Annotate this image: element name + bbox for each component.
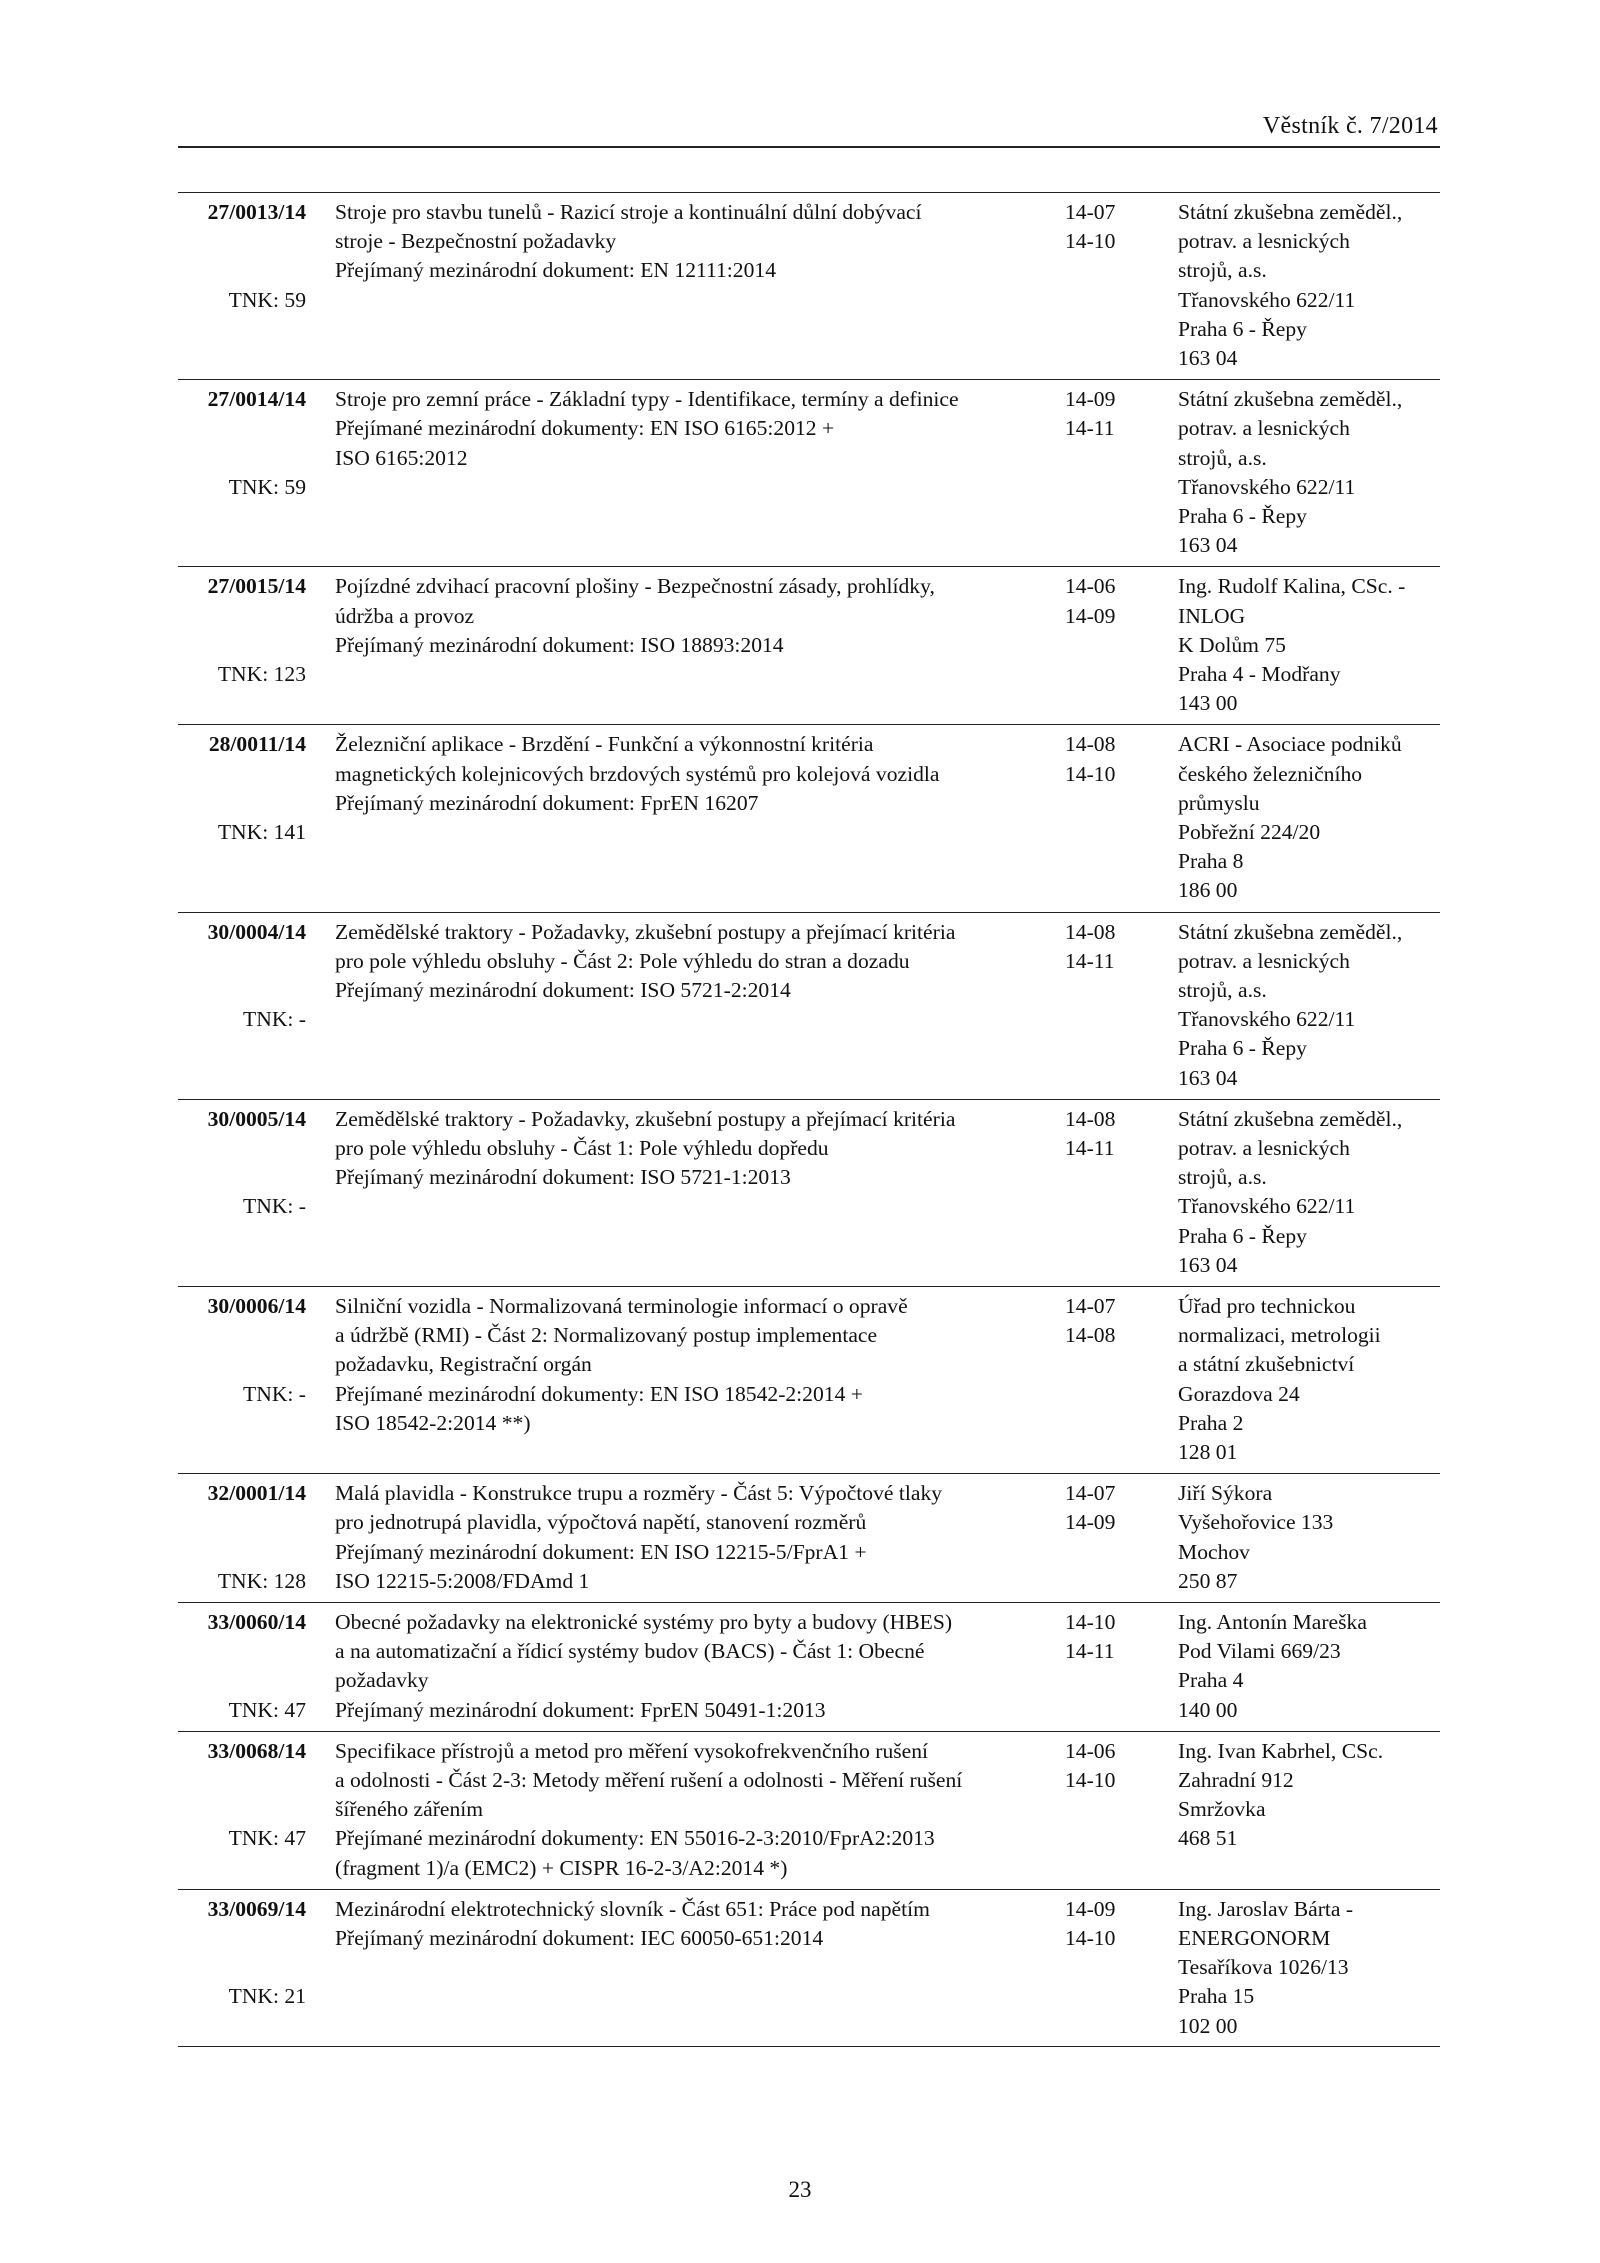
- contact-line: strojů, a.s.: [1178, 977, 1267, 1002]
- entry-dates: [1065, 1292, 1135, 1350]
- contact-line: Smržovka: [1178, 1797, 1266, 1822]
- title-line: Přejímané mezinárodní dokumenty: EN 55016-2-3:2010/FprA2:2013: [335, 1826, 935, 1851]
- entry-dates: [1065, 918, 1135, 976]
- contact-line: K Dolům 75: [1178, 632, 1286, 657]
- contact-line: Praha 6 - Řepy: [1178, 504, 1307, 528]
- entry-dates: [1065, 1608, 1135, 1666]
- entry-dates: [1065, 1895, 1135, 1953]
- contact-line: 163 04: [1178, 346, 1238, 371]
- contact-line: strojů, a.s.: [1178, 1165, 1267, 1190]
- title-line: Přejímaný mezinárodní dokument: FprEN 50491-1:2013: [335, 1697, 826, 1722]
- entry-number-column: [178, 1603, 306, 1731]
- page-number: 23: [788, 2177, 812, 2202]
- standard-entry: [178, 566, 1440, 724]
- contact-line: Praha 2: [1178, 1410, 1244, 1435]
- contact-line: Třanovského 622/11: [1178, 1007, 1356, 1032]
- title-line: Obecné požadavky na elektronické systémy pro byty a budovy (HBES): [335, 1609, 953, 1634]
- contact-line: 468 51: [1178, 1826, 1238, 1851]
- contact-line: potrav. a lesnických: [1178, 229, 1350, 254]
- contact-line: potrav. a lesnických: [1178, 416, 1350, 441]
- date-line: 14-09: [1065, 387, 1116, 412]
- title-line: ISO 6165:2012: [335, 445, 468, 470]
- date-line: 14-07: [1065, 1293, 1116, 1318]
- contact-line: Státní zkušebna zeměděl.,: [1178, 1106, 1403, 1131]
- contact-line: 140 00: [1178, 1697, 1238, 1722]
- contact-line: Ing. Antonín Mareška: [1178, 1609, 1367, 1634]
- date-line: 14-08: [1065, 919, 1116, 944]
- title-line: Železniční aplikace - Brzdění - Funkční a výkonnostní kritéria: [335, 732, 874, 757]
- contact-line: 186 00: [1178, 878, 1238, 903]
- contact-line: Úřad pro technickou: [1178, 1293, 1356, 1318]
- contact-line: ACRI - Asociace podniků: [1178, 732, 1402, 757]
- journal-title: Věstník č. 7/2014: [1262, 113, 1438, 139]
- standard-entry: [178, 1099, 1440, 1286]
- entry-contact: [1178, 572, 1440, 718]
- date-line: 14-11: [1065, 1135, 1115, 1160]
- contact-line: 163 04: [1178, 1065, 1238, 1090]
- entry-number-column: [178, 1100, 306, 1286]
- standard-entry: [178, 1889, 1440, 2047]
- title-line: Specifikace přístrojů a metod pro měření vysokofrekvenčního rušení: [335, 1738, 929, 1763]
- entry-tnk: TNK: -: [243, 1007, 306, 1032]
- date-line: 14-09: [1065, 1896, 1116, 1921]
- date-line: 14-08: [1065, 1106, 1116, 1131]
- title-line: šířeného zářením: [335, 1797, 484, 1822]
- entry-tnk: TNK: 21: [228, 1984, 306, 2009]
- title-line: Přejímaný mezinárodní dokument: IEC 60050-651:2014: [335, 1925, 824, 1950]
- title-line: stroje - Bezpečnostní požadavky: [335, 229, 617, 254]
- title-line: požadavky: [335, 1668, 429, 1693]
- date-line: 14-09: [1065, 603, 1116, 628]
- title-line: magnetických kolejnicových brzdových systémů pro kolejová vozidla: [335, 761, 940, 786]
- date-line: 14-08: [1065, 732, 1116, 757]
- contact-line: potrav. a lesnických: [1178, 1135, 1350, 1160]
- entry-contact: [1178, 198, 1440, 373]
- title-line: a údržbě (RMI) - Část 2: Normalizovaný postup implementace: [335, 1323, 878, 1348]
- entry-number-column: [178, 1474, 306, 1602]
- contact-line: Praha 8: [1178, 849, 1244, 874]
- entry-dates: [1065, 1737, 1135, 1795]
- contact-line: Praha 6 - Řepy: [1178, 1223, 1307, 1248]
- entry-number-column: [178, 193, 306, 379]
- standard-entry: [178, 192, 1440, 379]
- title-line: pro pole výhledu obsluhy - Část 1: Pole výhledu dopředu: [335, 1135, 829, 1160]
- title-line: (fragment 1)/a (EMC2) + CISPR 16-2-3/A2:2014 *): [335, 1855, 788, 1880]
- contact-line: Pobřežní 224/20: [1178, 819, 1321, 844]
- entry-dates: [1065, 572, 1135, 630]
- contact-line: Jiří Sýkora: [1178, 1481, 1273, 1506]
- entry-number-column: [178, 1890, 306, 2046]
- contact-line: Státní zkušebna zeměděl.,: [1178, 919, 1403, 944]
- entry-tnk: TNK: 128: [217, 1568, 306, 1593]
- entry-dates: [1065, 385, 1135, 443]
- date-line: 14-06: [1065, 1738, 1116, 1763]
- title-line: Zemědělské traktory - Požadavky, zkušební postupy a přejímací kritéria: [335, 919, 956, 944]
- title-line: Přejímaný mezinárodní dokument: ISO 5721-1:2013: [335, 1165, 791, 1190]
- standard-entry: [178, 1473, 1440, 1602]
- contact-line: Vyšehořovice 133: [1178, 1510, 1334, 1535]
- contact-line: Gorazdova 24: [1178, 1381, 1300, 1406]
- entry-number-column: [178, 567, 306, 724]
- title-line: ISO 12215-5:2008/FDAmd 1: [335, 1568, 590, 1593]
- entry-contact: [1178, 385, 1440, 560]
- contact-line: Ing. Jaroslav Bárta -: [1178, 1896, 1354, 1921]
- entry-contact: [1178, 918, 1440, 1093]
- entry-tnk: TNK: 141: [217, 819, 306, 844]
- entry-contact: [1178, 1895, 1440, 2041]
- title-line: Silniční vozidla - Normalizovaná terminologie informací o opravě: [335, 1293, 908, 1318]
- title-line: Malá plavidla - Konstrukce trupu a rozměry - Část 5: Výpočtové tlaky: [335, 1481, 943, 1506]
- entry-code: 32/0001/14: [207, 1481, 306, 1506]
- title-line: Přejímaný mezinárodní dokument: FprEN 16207: [335, 790, 759, 815]
- title-line: údržba a provoz: [335, 603, 475, 628]
- entry-code: 28/0011/14: [208, 732, 306, 757]
- title-line: Přejímaný mezinárodní dokument: EN ISO 12215-5/FprA1 +: [335, 1539, 867, 1564]
- contact-line: Zahradní 912: [1178, 1767, 1294, 1792]
- contact-line: Ing. Rudolf Kalina, CSc. -: [1178, 574, 1406, 599]
- contact-line: Třanovského 622/11: [1178, 287, 1356, 312]
- contact-line: potrav. a lesnických: [1178, 948, 1350, 973]
- entry-contact: [1178, 730, 1440, 905]
- entry-tnk: TNK: 47: [228, 1697, 306, 1722]
- standard-entry: [178, 1286, 1440, 1473]
- date-line: 14-11: [1065, 416, 1115, 441]
- contact-line: Státní zkušebna zeměděl.,: [1178, 387, 1403, 412]
- date-line: 14-11: [1065, 948, 1115, 973]
- contact-line: Praha 4 - Modřany: [1178, 661, 1341, 686]
- contact-line: Praha 6 - Řepy: [1178, 1036, 1307, 1061]
- title-line: pro pole výhledu obsluhy - Část 2: Pole výhledu do stran a dozadu: [335, 948, 910, 973]
- entry-tnk: TNK: -: [243, 1194, 306, 1219]
- contact-line: strojů, a.s.: [1178, 258, 1267, 283]
- entry-contact: [1178, 1105, 1440, 1280]
- entry-code: 33/0069/14: [207, 1896, 306, 1921]
- title-line: Přejímané mezinárodní dokumenty: EN ISO 18542-2:2014 +: [335, 1381, 863, 1406]
- date-line: 14-07: [1065, 200, 1116, 224]
- contact-line: INLOG: [1178, 603, 1246, 628]
- title-line: pro jednotrupá plavidla, výpočtová napětí, stanovení rozměrů: [335, 1510, 867, 1535]
- entry-number-column: [178, 725, 306, 911]
- title-line: Mezinárodní elektrotechnický slovník - Část 651: Práce pod napětím: [335, 1896, 930, 1921]
- entry-code: 27/0013/14: [207, 200, 306, 224]
- entry-code: 27/0014/14: [207, 387, 306, 412]
- contact-line: Ing. Ivan Kabrhel, CSc.: [1178, 1738, 1384, 1763]
- contact-line: Státní zkušebna zeměděl.,: [1178, 200, 1403, 224]
- contact-line: českého železničního: [1178, 761, 1363, 786]
- contact-line: Praha 15: [1178, 1984, 1255, 2009]
- date-line: 14-11: [1065, 1639, 1115, 1664]
- contact-line: ENERGONORM: [1178, 1925, 1331, 1950]
- standard-entry: [178, 724, 1440, 911]
- entry-tnk: TNK: 123: [217, 661, 306, 686]
- standards-list: [178, 192, 1440, 2047]
- contact-line: Praha 6 - Řepy: [1178, 316, 1307, 341]
- entry-dates: [1065, 1105, 1135, 1163]
- contact-line: Třanovského 622/11: [1178, 1194, 1356, 1219]
- title-line: Stroje pro stavbu tunelů - Razicí stroje a kontinuální důlní dobývací: [335, 200, 922, 224]
- date-line: 14-10: [1065, 1609, 1116, 1634]
- date-line: 14-10: [1065, 761, 1116, 786]
- entry-code: 33/0060/14: [207, 1609, 306, 1634]
- entry-contact: [1178, 1737, 1440, 1854]
- title-line: Přejímaný mezinárodní dokument: ISO 18893:2014: [335, 632, 784, 657]
- contact-line: 143 00: [1178, 691, 1238, 716]
- entry-number-column: [178, 1732, 306, 1889]
- entry-code: 30/0004/14: [207, 919, 306, 944]
- title-line: Pojízdné zdvihací pracovní plošiny - Bezpečnostní zásady, prohlídky,: [335, 574, 935, 599]
- title-line: Přejímaný mezinárodní dokument: EN 12111:2014: [335, 258, 776, 283]
- title-line: Přejímaný mezinárodní dokument: ISO 5721-2:2014: [335, 977, 791, 1002]
- entry-tnk: TNK: 59: [228, 474, 306, 499]
- entry-code: 27/0015/14: [207, 574, 306, 599]
- title-line: Stroje pro zemní práce - Základní typy - Identifikace, termíny a definice: [335, 387, 959, 412]
- entry-tnk: TNK: -: [243, 1381, 306, 1406]
- entry-code: 30/0006/14: [207, 1293, 306, 1318]
- contact-line: Tesaříkova 1026/13: [1178, 1955, 1349, 1980]
- entry-contact: [1178, 1292, 1440, 1467]
- date-line: 14-06: [1065, 574, 1116, 599]
- standard-entry: [178, 1731, 1440, 1889]
- entry-contact: [1178, 1479, 1440, 1596]
- standard-entry: [178, 379, 1440, 566]
- entry-dates: [1065, 1479, 1135, 1537]
- date-line: 14-08: [1065, 1323, 1116, 1348]
- entry-number-column: [178, 1287, 306, 1473]
- title-line: a na automatizační a řídicí systémy budov (BACS) - Část 1: Obecné: [335, 1639, 925, 1664]
- contact-line: Třanovského 622/11: [1178, 474, 1356, 499]
- entry-number-column: [178, 380, 306, 566]
- date-line: 14-10: [1065, 229, 1116, 254]
- standard-entry: [178, 1602, 1440, 1731]
- standard-entry: [178, 912, 1440, 1099]
- title-line: a odolnosti - Část 2-3: Metody měření rušení a odolnosti - Měření rušení: [335, 1767, 963, 1792]
- entry-code: 30/0005/14: [207, 1106, 306, 1131]
- contact-line: a státní zkušebnictví: [1178, 1352, 1355, 1377]
- entry-dates: [1065, 198, 1135, 256]
- contact-line: 250 87: [1178, 1568, 1238, 1593]
- entry-number-column: [178, 913, 306, 1099]
- entry-tnk: TNK: 59: [228, 287, 306, 312]
- contact-line: 102 00: [1178, 2013, 1238, 2038]
- contact-line: strojů, a.s.: [1178, 445, 1267, 470]
- contact-line: Praha 4: [1178, 1668, 1244, 1693]
- entry-contact: [1178, 1608, 1440, 1725]
- date-line: 14-07: [1065, 1481, 1116, 1506]
- title-line: ISO 18542-2:2014 **): [335, 1410, 531, 1435]
- contact-line: 128 01: [1178, 1439, 1238, 1464]
- date-line: 14-09: [1065, 1510, 1116, 1535]
- contact-line: 163 04: [1178, 1252, 1238, 1277]
- contact-line: 163 04: [1178, 533, 1238, 558]
- date-line: 14-10: [1065, 1925, 1116, 1950]
- date-line: 14-10: [1065, 1767, 1116, 1792]
- title-line: Přejímané mezinárodní dokumenty: EN ISO 6165:2012 +: [335, 416, 835, 441]
- contact-line: Pod Vilami 669/23: [1178, 1639, 1341, 1664]
- entry-code: 33/0068/14: [207, 1738, 306, 1763]
- contact-line: průmyslu: [1178, 790, 1260, 815]
- title-line: požadavku, Registrační orgán: [335, 1352, 592, 1377]
- title-line: Zemědělské traktory - Požadavky, zkušební postupy a přejímací kritéria: [335, 1106, 956, 1131]
- entry-tnk: TNK: 47: [228, 1826, 306, 1851]
- contact-line: normalizaci, metrologii: [1178, 1323, 1381, 1348]
- contact-line: Mochov: [1178, 1539, 1250, 1564]
- entry-dates: [1065, 730, 1135, 788]
- page-header: [178, 110, 1440, 148]
